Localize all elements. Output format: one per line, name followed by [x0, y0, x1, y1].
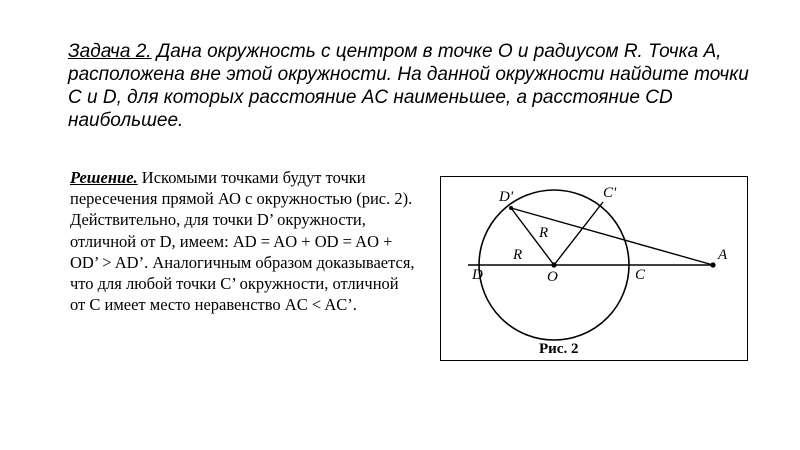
figure-caption: Рис. 2 [539, 341, 579, 357]
label-r-upper: R [539, 225, 549, 241]
label-d-prime: D' [499, 189, 514, 205]
solution-text-block [70, 167, 415, 315]
solution-label: Решение. [70, 168, 138, 187]
label-c-prime: C' [603, 185, 617, 201]
label-c: C [635, 267, 646, 283]
figure-box [440, 176, 748, 361]
point-a [710, 262, 715, 267]
task-label: Задача 2. [68, 41, 152, 62]
radius-o-c-prime [554, 202, 603, 265]
label-r-lower: R [513, 247, 523, 263]
geometry-diagram [441, 177, 746, 359]
label-a: A [718, 247, 728, 263]
label-d: D [472, 267, 483, 283]
task-statement [68, 40, 758, 132]
solution-text: Искомыми точками будут точки пересечения прямой АО с окружностью (рис. 2). Действительно, для точки D’ окружности, отличной от D, имеем: AD = AO + OD = AO + OD’ > AD’. Аналогичным образом доказывается, что для любой точки С’ окружности, отличной от С имеет место неравенство AC < AC’. [70, 168, 415, 315]
task-text: Дана окружность с центром в точке О и радиусом R. Точка A, расположена вне этой окружности. На данной окружности найдите точки C и D, для которых расстояние AC наименьшее, а расстояние CD наибольшее. [68, 41, 749, 131]
point-d-prime [509, 206, 513, 210]
point-o [551, 262, 556, 267]
label-o: O [547, 269, 558, 285]
